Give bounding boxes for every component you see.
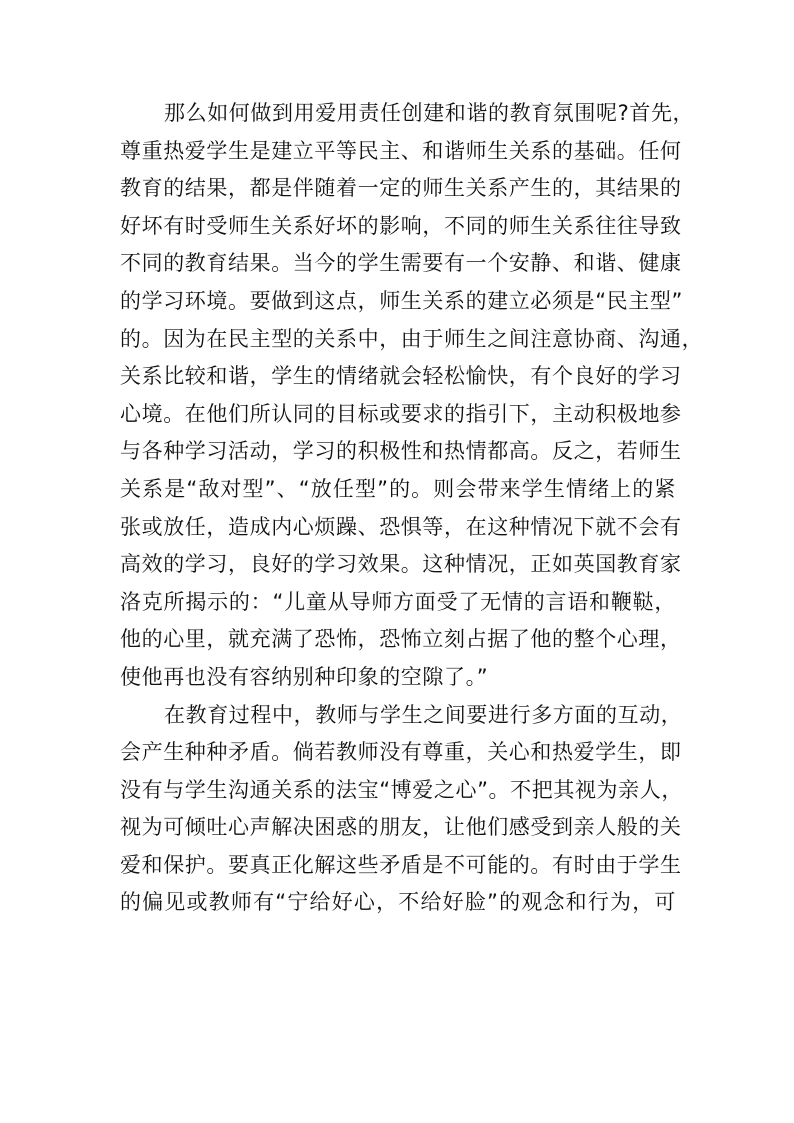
text-line: 关系比较和谐，学生的情绪就会轻松愉快，有个良好的学习 bbox=[120, 364, 682, 389]
text-line: 不同的教育结果。当今的学生需要有一个安静、和谐、健康 bbox=[120, 251, 682, 276]
text-line: 教育的结果，都是伴随着一定的师生关系产生的，其结果的 bbox=[120, 176, 682, 201]
text-line: 的偏见或教师有“宁给好心，不给好脸”的观念和行为，可 bbox=[120, 890, 676, 915]
text-line: 爱和保护。要真正化解这些矛盾是不可能的。有时由于学生 bbox=[120, 852, 682, 877]
text-line: 关系是“敌对型”、“放任型”的。则会带来学生情绪上的紧 bbox=[120, 476, 676, 501]
paragraph-2 bbox=[120, 697, 683, 923]
text-line: 使他再也没有容纳别种印象的空隙了。” bbox=[120, 664, 489, 689]
paragraph-1 bbox=[120, 95, 704, 697]
text-line: 洛克所揭示的：“儿童从导师方面受了无情的言语和鞭鞑， bbox=[120, 589, 676, 614]
text-line: 高效的学习，良好的学习效果。这种情况，正如英国教育家 bbox=[120, 552, 682, 577]
text-line: 的学习环境。要做到这点，师生关系的建立必须是“民主型” bbox=[120, 288, 683, 313]
text-line: 会产生种种矛盾。倘若教师没有尊重，关心和热爱学生，即 bbox=[120, 740, 682, 765]
text-line: 视为可倾吐心声解决困惑的朋友，让他们感受到亲人般的关 bbox=[120, 815, 682, 840]
text-line: 心境。在他们所认同的目标或要求的指引下，主动积极地参 bbox=[120, 401, 682, 426]
text-line: 的。因为在民主型的关系中，由于师生之间注意协商、沟通， bbox=[120, 326, 704, 351]
text-line: 那么如何做到用爱用责任创建和谐的教育氛围呢?首先， bbox=[164, 101, 695, 125]
text-line: 张或放任，造成内心烦躁、恐惧等，在这种情况下就不会有 bbox=[120, 514, 682, 539]
text-line: 尊重热爱学生是建立平等民主、和谐师生关系的基础。任何 bbox=[120, 138, 682, 163]
text-line: 与各种学习活动，学习的积极性和热情都高。反之，若师生 bbox=[120, 439, 682, 464]
text-line: 在教育过程中，教师与学生之间要进行多方面的互动， bbox=[164, 702, 683, 727]
text-line: 好坏有时受师生关系好坏的影响，不同的师生关系往往导致 bbox=[120, 213, 682, 238]
body-text bbox=[120, 95, 704, 922]
text-line: 没有与学生沟通关系的法宝“博爱之心”。不把其视为亲人， bbox=[120, 777, 683, 802]
text-line: 他的心里，就充满了恐怖，恐怖立刻占据了他的整个心理， bbox=[120, 627, 682, 652]
